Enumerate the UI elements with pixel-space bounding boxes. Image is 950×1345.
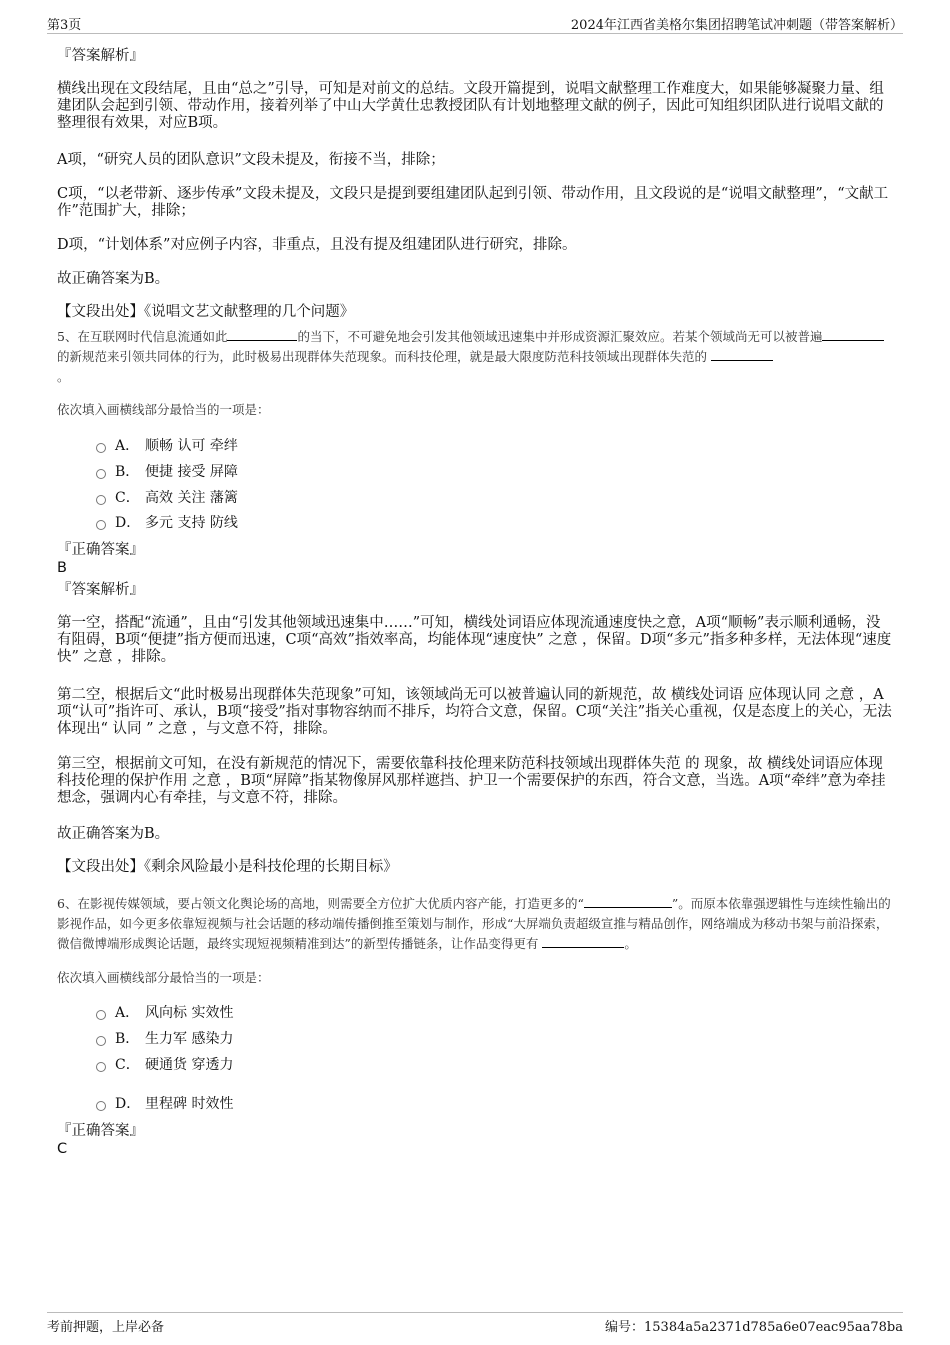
- q5-analysis-label: 『答案解析』: [57, 582, 144, 598]
- q5-prompt: 依次填入画横线部分最恰当的一项是：: [57, 402, 270, 417]
- radio-icon[interactable]: [96, 443, 106, 453]
- q6-stem-part2: ”。而原本依靠强逻辑性与连续性输出的影视作品，如今更多依靠短视频与社会话题的移动端传播倒推至策划与制作，形成“大屏端负责超级宣推与精品创作，网络端成为移动书架与前沿探索，微信微博端形成舆论话题，最终实现短视频精准到达”的新型传播链条，让作品变得更有: [57, 896, 891, 951]
- document-id: 编号：15384a5a2371d785a6e07eac95aa78ba: [605, 1320, 903, 1335]
- radio-icon[interactable]: [96, 1036, 106, 1046]
- q4-source: 【文段出处】《说唱文艺文献整理的几个问题》: [57, 304, 355, 320]
- q4-analysis-text: 横线出现在文段结尾，且由“总之”引导，可知是对前文的总结。文段开篇提到，说唱文献整理工作难度大，如果能够凝聚力量、组建团队会起到引领、带动作用，接着列举了中山大学黄仕忠教授团队有计划地整理文献的例子，因此可知组织团队进行说唱文献的整理很有效果，对应B项。: [57, 81, 884, 131]
- radio-icon[interactable]: [96, 1062, 106, 1072]
- q5-option-d[interactable]: D． 多元 支持 防线: [96, 514, 238, 532]
- page-header: [47, 14, 903, 34]
- radio-icon[interactable]: [96, 469, 106, 479]
- document-title: 2024年江西省美格尔集团招聘笔试冲刺题（带答案解析）: [570, 18, 903, 33]
- q5-blank-1: [227, 328, 297, 341]
- q4-option-a-analysis: A项，“研究人员的团队意识”文段未提及，衔接不当，排除；: [57, 152, 445, 168]
- q6-option-b[interactable]: B． 生力军 感染力: [96, 1030, 233, 1048]
- q6-blank-2: [542, 935, 624, 948]
- q6-option-a[interactable]: A． 风向标 实效性: [96, 1004, 233, 1022]
- q5-answer: B: [57, 560, 67, 576]
- q6-stem-part1: 6、在影视传媒领域，要占领文化舆论场的高地，则需要全方位扩大优质内容产能，打造更多的“: [57, 896, 584, 911]
- q5-analysis-blank3: 第三空，根据前文可知，在没有新规范的情况下，需要依靠科技伦理来防范科技领域出现群体失范 的 现象，故 横线处词语应体现科技伦理的保护作用 之意 ，B项“屏障”指某物像屏风那样遮挡、护卫一个需要保护的东西，符合文意，当选。A项“牵绊”意为牵挂想念，强调内心有牵挂，与文意不符，排除。: [57, 756, 886, 806]
- q5-stem-part3: 的新规范来引领共同体的行为，此时极易出现群体失范现象。而科技伦理，就是最大限度防范科技领域出现群体失范的: [57, 349, 708, 364]
- q5-source: 【文段出处】《剩余风险最小是科技伦理的长期目标》: [57, 859, 398, 875]
- q4-option-d-analysis: D项，“计划体系”对应例子内容，非重点，且没有提及组建团队进行研究，排除。: [57, 237, 577, 253]
- q4-analysis-label: 『答案解析』: [57, 48, 144, 64]
- radio-icon[interactable]: [96, 1101, 106, 1111]
- q5-option-a[interactable]: A． 顺畅 认可 牵绊: [96, 437, 238, 455]
- q5-analysis-blank1: 第一空，搭配“流通”，且由“引发其他领域迅速集中……”可知，横线处词语应体现流通速度快之意，A项“顺畅”表示顺利通畅，没有阻碍，B项“便捷”指方便而迅速，C项“高效”指效率高，均能体现“速度快” 之意 ，保留。D项“多元”指多种多样，无法体现“速度快” 之意 ，排除。: [57, 615, 892, 665]
- footer-slogan: 考前押题，上岸必备: [47, 1320, 165, 1335]
- q5-option-c[interactable]: C． 高效 关注 藩篱: [96, 489, 238, 507]
- page-footer: [47, 1316, 903, 1336]
- q6-stem: [57, 894, 893, 954]
- radio-icon[interactable]: [96, 495, 106, 505]
- q6-prompt: 依次填入画横线部分最恰当的一项是：: [57, 970, 270, 985]
- q5-option-b[interactable]: B． 便捷 接受 屏障: [96, 463, 238, 481]
- q5-analysis-blank2: 第二空，根据后文“此时极易出现群体失范现象”可知，该领域尚无可以被普遍认同的新规范，故 横线处词语 应体现认同 之意 ，A项“认可”指许可、承认，B项“接受”指对事物容纳而不排斥，均符合文意，保留。C项“关注”指关心重视，仅是态度上的关心，无法体现出“ 认同 ” 之意 ，与文意不符，排除。: [57, 687, 892, 737]
- q5-answer-label: 『正确答案』: [57, 542, 144, 558]
- q6-option-d[interactable]: D． 里程碑 时效性: [96, 1095, 233, 1113]
- header-divider: [47, 33, 903, 34]
- radio-icon[interactable]: [96, 1010, 106, 1020]
- q6-option-c[interactable]: C． 硬通货 穿透力: [96, 1056, 233, 1074]
- q5-final-answer: 故正确答案为B。: [57, 826, 170, 842]
- q4-final-answer: 故正确答案为B。: [57, 271, 170, 287]
- page-number: 第3页: [47, 18, 82, 33]
- q5-stem-end: 。: [57, 369, 70, 384]
- q5-stem-part1: 5、在互联网时代信息流通如此: [57, 329, 228, 344]
- q6-answer-label: 『正确答案』: [57, 1123, 144, 1139]
- radio-icon[interactable]: [96, 520, 106, 530]
- q5-stem-part2: 的当下，不可避免地会引发其他领域迅速集中并形成资源汇聚效应。若某个领域尚无可以被普遍: [297, 329, 823, 344]
- q6-blank-1: [584, 895, 672, 908]
- q5-stem: [57, 327, 893, 387]
- footer-divider: [47, 1312, 903, 1313]
- q4-option-c-analysis: C项，“以老带新、逐步传承”文段未提及，文段只是提到要组建团队起到引领、带动作用，且文段说的是“说唱文献整理”，“文献工作”范围扩大，排除；: [57, 186, 889, 219]
- q5-blank-2: [822, 328, 884, 341]
- q5-blank-3: [711, 348, 773, 361]
- q6-answer: C: [57, 1141, 68, 1157]
- q6-stem-end: 。: [624, 936, 637, 951]
